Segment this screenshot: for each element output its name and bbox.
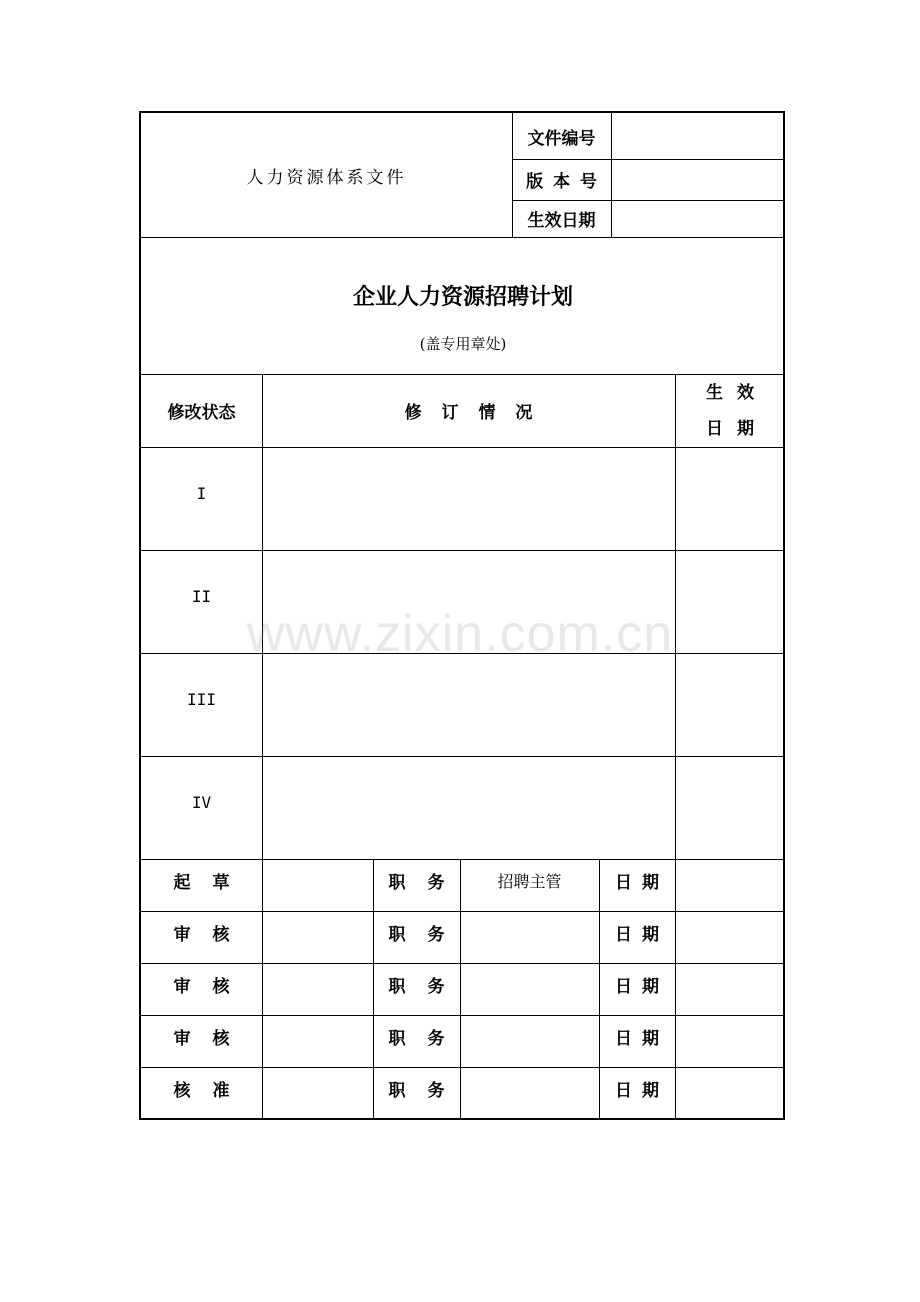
approval-date-label: 日 期 (615, 1028, 659, 1049)
watermark-text: www.zixin.com.cn (246, 605, 674, 663)
grid-line (141, 237, 785, 238)
grid-line (512, 200, 785, 201)
approval-date[interactable] (675, 1015, 785, 1067)
grid-line (141, 756, 785, 757)
effective-date-value[interactable] (611, 200, 785, 237)
grid-line (141, 374, 785, 375)
approval-position[interactable] (460, 911, 599, 953)
grid-line (141, 1015, 785, 1016)
grid-line (262, 374, 263, 1120)
grid-line (512, 113, 513, 237)
revision-details[interactable] (262, 653, 675, 756)
grid-line (599, 859, 600, 1120)
document-title: 企业人力资源招聘计划 (352, 283, 573, 310)
col-header-status: 修改状态 (167, 403, 236, 423)
approval-position[interactable] (460, 1015, 599, 1057)
approval-position[interactable]: 招聘主管 (497, 871, 562, 891)
approval-name[interactable] (262, 1015, 373, 1067)
approval-date-label: 日 期 (615, 1080, 659, 1101)
col-header-effective-line2: 日 期 (706, 418, 754, 439)
approval-position-label: 职 务 (388, 1080, 445, 1101)
grid-line (675, 374, 676, 1120)
version-value[interactable] (611, 159, 785, 200)
col-header-effective-date (675, 374, 785, 447)
grid-line (141, 963, 785, 964)
grid-line (141, 1067, 785, 1068)
approval-name[interactable] (262, 963, 373, 1015)
grid-line (141, 447, 785, 448)
grid-line (512, 159, 785, 160)
approval-date[interactable] (675, 859, 785, 911)
approval-date[interactable] (675, 1067, 785, 1118)
revision-status: IV (191, 792, 212, 812)
approval-role: 审 核 (173, 924, 230, 945)
approval-date[interactable] (675, 963, 785, 1015)
approval-name[interactable] (262, 1067, 373, 1118)
col-header-effective-line1: 生 效 (706, 382, 754, 403)
grid-line (141, 550, 785, 551)
revision-status: III (187, 689, 216, 709)
approval-date-label: 日 期 (615, 872, 659, 893)
seal-note: (盖专用章处) (419, 334, 507, 353)
approval-date[interactable] (675, 911, 785, 963)
revision-effective-date[interactable] (675, 550, 785, 653)
revision-status: I (196, 483, 207, 503)
approval-date-label: 日 期 (615, 976, 659, 997)
revision-effective-date[interactable] (675, 653, 785, 756)
grid-line (611, 113, 612, 237)
approval-name[interactable] (262, 859, 373, 911)
doc-number-value[interactable] (611, 113, 785, 159)
grid-line (141, 859, 785, 860)
revision-details[interactable] (262, 447, 675, 550)
approval-position-label: 职 务 (388, 1028, 445, 1049)
version-label: 版 本 号 (526, 172, 597, 192)
revision-details[interactable] (262, 756, 675, 859)
revision-effective-date[interactable] (675, 756, 785, 859)
approval-role: 核 准 (173, 1080, 230, 1101)
col-header-details: 修 订 情 况 (404, 403, 533, 423)
revision-effective-date[interactable] (675, 447, 785, 550)
revision-status: II (191, 586, 212, 606)
approval-name[interactable] (262, 911, 373, 963)
doc-number-label: 文件编号 (527, 128, 596, 149)
approval-date-label: 日 期 (615, 924, 659, 945)
approval-position[interactable] (460, 963, 599, 1005)
approval-role: 审 核 (173, 1028, 230, 1049)
effective-date-label: 生效日期 (527, 211, 596, 231)
approval-position-label: 职 务 (388, 924, 445, 945)
approval-role: 起 草 (173, 872, 230, 893)
grid-line (141, 653, 785, 654)
document-form (139, 111, 785, 1120)
grid-line (460, 859, 461, 1120)
approval-position[interactable] (460, 1067, 599, 1109)
approval-position-label: 职 务 (388, 976, 445, 997)
grid-line (373, 859, 374, 1120)
system-title: 人力资源体系文件 (246, 167, 407, 188)
approval-role: 审 核 (173, 976, 230, 997)
approval-position-label: 职 务 (388, 872, 445, 893)
revision-details[interactable] (262, 550, 675, 653)
grid-line (141, 911, 785, 912)
